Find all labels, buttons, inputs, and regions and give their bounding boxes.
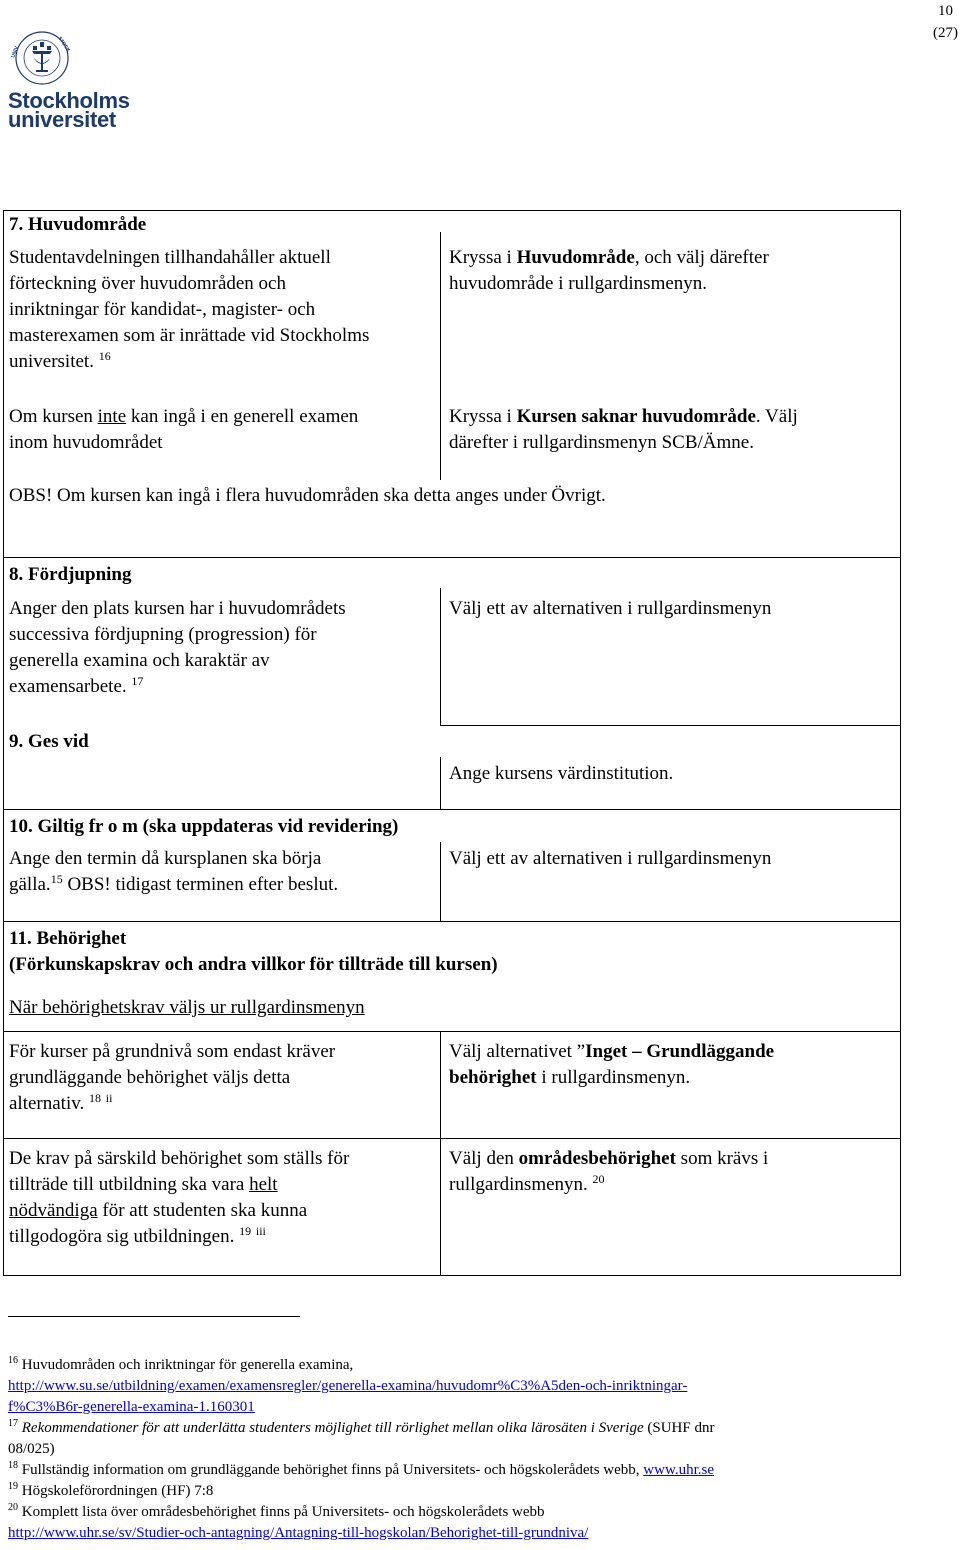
row-divider <box>3 1138 901 1139</box>
row-divider <box>3 1031 901 1032</box>
section-10-heading: 10. Giltig fr o m (ska uppdateras vid revidering) <box>9 816 399 837</box>
column-divider <box>440 842 441 921</box>
section-7-no-main-area-condition: Om kursen inte kan ingå i en generell examen inom huvudområdet <box>9 406 359 453</box>
section-11-heading: 11. Behörighet (Förkunskapskrav och andra villkor för tillträde till kursen) <box>9 928 498 975</box>
section-10-description: Ange den termin då kursplanen ska börja gälla.$^{15}$ OBS! tidigast terminen efter beslut. <box>9 848 339 895</box>
footnote-separator <box>8 1316 300 1317</box>
column-divider <box>440 1031 441 1276</box>
footnote-16: $^{16}$ Huvudområden och inriktningar för generella examina, <box>8 1355 354 1373</box>
section-8-heading: 8. Fördjupning <box>9 564 132 585</box>
footnote-ref: 18 <box>89 1091 102 1105</box>
endnote-ref: ii <box>105 1091 113 1105</box>
section-9-heading: 9. Ges vid <box>9 731 89 752</box>
section-11-subheading: När behörighetskrav väljs ur rullgardinsmenyn <box>9 997 365 1018</box>
row-divider <box>3 921 901 922</box>
footnote-ref: 16 <box>98 349 111 363</box>
section-8-instruction: Välj ett av alternativen i rullgardinsmenyn <box>449 598 772 619</box>
university-seal-icon <box>8 28 72 86</box>
section-7-no-main-area-instruction: Kryssa i Kursen saknar huvudområde. Välj därefter i rullgardinsmenyn SCB/Ämne. <box>449 406 798 453</box>
section-7-instruction: Kryssa i Huvudområde, och välj därefter huvudområde i rullgardinsmenyn. <box>449 247 769 294</box>
section-7-heading: 7. Huvudområde <box>9 214 147 235</box>
row-divider <box>3 557 901 558</box>
specific-eligibility-instruction: Välj den områdesbehörighet som krävs i rullgardinsmenyn. $^{20}$ <box>449 1148 769 1195</box>
footnote-19: $^{19}$ Högskoleförordningen (HF) 7:8 <box>8 1481 214 1499</box>
footnote-ref: 15 <box>50 872 63 886</box>
section-7-obs-note: OBS! Om kursen kan ingå i flera huvudområden ska detta anges under Övrigt. <box>9 485 606 506</box>
section-10-instruction: Välj ett av alternativen i rullgardinsmenyn <box>449 848 772 869</box>
row-divider <box>3 809 901 810</box>
column-divider <box>440 232 441 480</box>
university-logo <box>8 28 133 132</box>
footnote-ref: 17 <box>131 674 144 688</box>
svg-text:STOCK: STOCK <box>56 35 72 54</box>
footnote-20: $^{20}$ Komplett lista över områdesbehörighet finns på Universitets- och högskolerådets webb <box>8 1502 545 1520</box>
basic-eligibility-description: För kurser på grundnivå som endast kräver grundläggande behörighet väljs detta alternativ. $^{18}$ $^{ii}$ <box>9 1041 336 1114</box>
column-divider <box>440 588 441 725</box>
endnote-ref: iii <box>255 1224 266 1238</box>
page-number: 10 (27) <box>933 3 958 41</box>
logo-text-line1: Stockholms <box>8 88 130 113</box>
row-divider <box>440 725 901 726</box>
logo-text-line2: universitet <box>8 107 116 132</box>
footnote-16-link[interactable]: http://www.su.se/utbildning/examen/examensregler/generella-examina/huvudomr%C3%A5den-och-inriktningar- f%C3%B6r-generella-examina-1.160301 <box>8 1378 688 1415</box>
footnote-ref: 19 <box>239 1224 252 1238</box>
footnote-18: $^{18}$ Fullständig information om grundläggande behörighet finns på Universitets- och högskolerådets webb, www.uhr.se <box>8 1460 714 1478</box>
svg-text:UNIV: UNIV <box>10 45 20 59</box>
section-7-description: Studentavdelningen tillhandahåller aktuell förteckning över huvudområden och inriktningar för kandidat-, magister- och masterexamen som är inrättade vid Stockholms universitet. $^{16}$ <box>9 247 370 372</box>
basic-eligibility-instruction: Välj alternativet ”Inget – Grundläggande behörighet i rullgardinsmenyn. <box>449 1041 775 1088</box>
uhr-link[interactable]: www.uhr.se <box>643 1462 714 1478</box>
footnote-20-link[interactable]: http://www.uhr.se/sv/Studier-och-antagning/Antagning-till-hogskolan/Behorighet-till-grundniva/ <box>8 1525 589 1541</box>
footnote-ref: 20 <box>592 1172 605 1186</box>
footnote-17: $^{17}$ Rekommendationer för att underlätta studenters möjlighet till rörlighet mellan olika lärosäten i Sverige (SUHF dnr 08/025) <box>8 1418 715 1457</box>
section-9-instruction: Ange kursens värdinstitution. <box>449 763 674 784</box>
specific-eligibility-description: De krav på särskild behörighet som ställs för tillträde till utbildning ska vara helt nödvändiga för att studenten ska kunna tillgodogöra sig utbildningen. $^{19}$ $^{iii}$ <box>9 1148 350 1247</box>
section-8-description: Anger den plats kursen har i huvudområdets successiva fördjupning (progression) för generella examina och karaktär av examensarbete. $^{17}$ <box>9 598 346 697</box>
column-divider <box>440 757 441 809</box>
